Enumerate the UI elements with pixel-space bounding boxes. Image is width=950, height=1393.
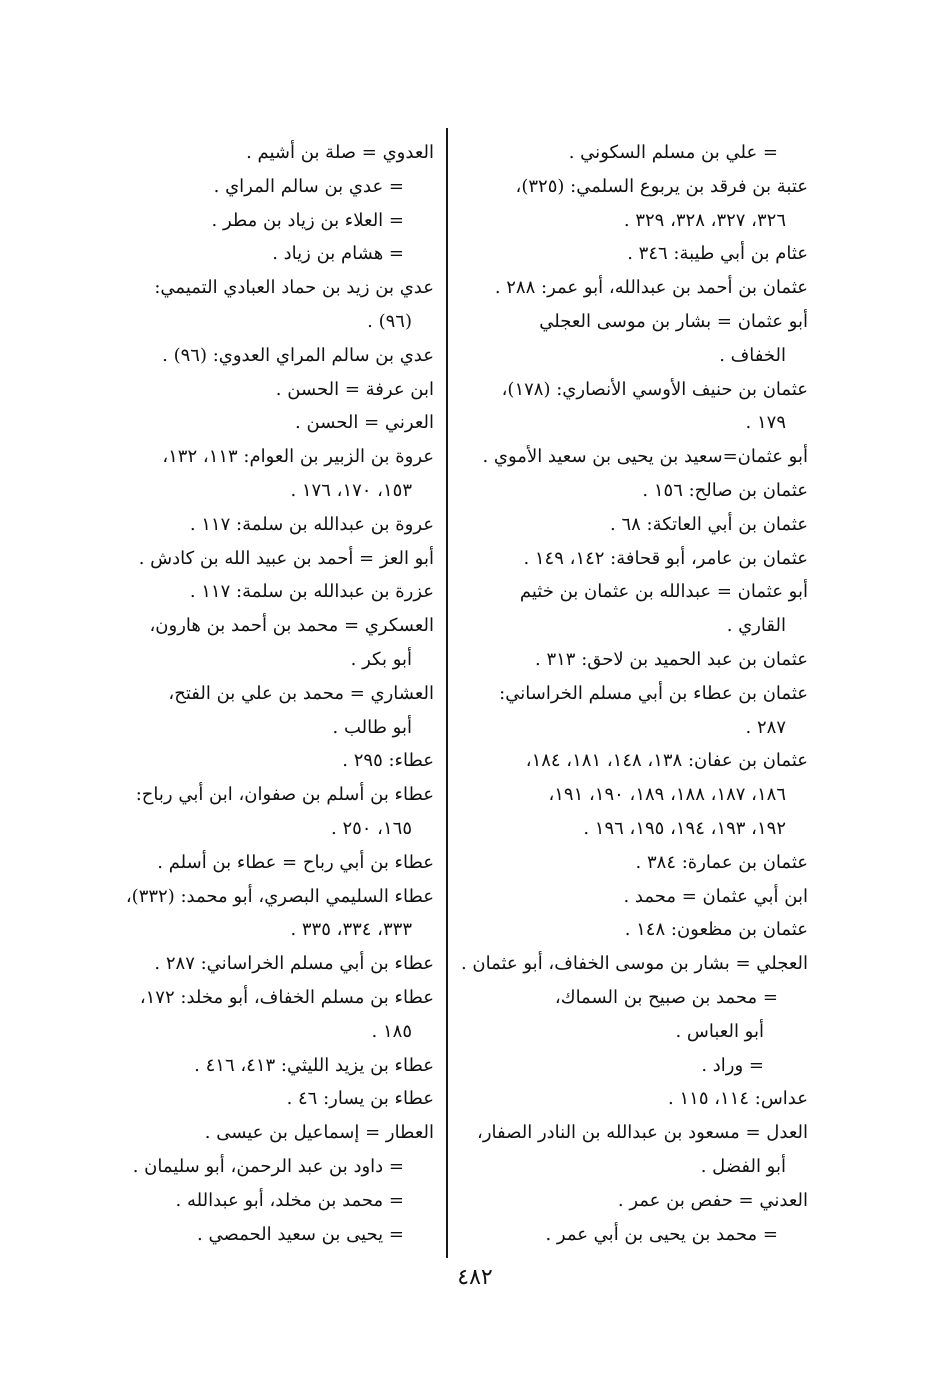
index-entry: = محمد بن يحيى بن أبي عمر . [545,1223,778,1245]
index-entry: = وراد . [701,1054,764,1076]
index-entry: العشاري = محمد بن علي بن الفتح، [168,682,434,704]
index-entry: عثمان بن صالح: ١٥٦ . [642,479,808,501]
index-entry: عثمان بن عفان: ١٣٨، ١٤٨، ١٨١، ١٨٤، [525,750,808,772]
index-entry: عدي بن زيد بن حماد العبادي التميمي: [154,277,434,299]
index-entry: عزرة بن عبدالله بن سلمة: ١١٧ . [189,581,434,603]
index-entry: العدني = حفص بن عمر . [617,1189,808,1211]
index-entry: عثام بن أبي طيبة: ٣٤٦ . [627,243,808,265]
index-entry: = محمد بن مخلد، أبو عبدالله . [175,1189,404,1211]
index-entry: عطاء بن يسار: ٤٦ . [286,1088,434,1110]
index-entry: (٩٦) . [367,310,412,332]
index-entry: = هشام بن زياد . [272,243,404,265]
page-number: ٤٨٢ [457,1265,493,1290]
index-entry: عتبة بن فرقد بن يربوع السلمي: (٣٢٥)، [515,175,808,197]
index-entry: العرني = الحسن . [295,412,434,434]
index-entry: ٢٨٧ . [745,716,786,738]
index-entry: أبو عثمان=سعيد بن يحيى بن سعيد الأموي . [482,446,808,468]
index-entry: ١٧٩ . [745,412,786,434]
index-entry: ١٩٢، ١٩٣، ١٩٤، ١٩٥، ١٩٦ . [583,817,786,839]
index-entry: العجلي = بشار بن موسى الخفاف، أبو عثمان . [460,953,808,975]
index-entry: عداس: ١١٤، ١١٥ . [668,1088,808,1110]
index-entry: عطاء بن مسلم الخفاف، أبو مخلد: ١٧٢، [139,986,434,1008]
index-entry: عروة بن عبدالله بن سلمة: ١١٧ . [189,513,434,535]
index-entry: العطار = إسماعيل بن عيسى . [204,1122,434,1144]
index-entry: عطاء بن أبي رباح = عطاء بن أسلم . [157,851,434,873]
index-entry: أبو عثمان = عبدالله بن عثمان بن خثيم [519,581,808,603]
index-entry: = علي بن مسلم السكوني . [568,142,778,163]
index-entry: عثمان بن عطاء بن أبي مسلم الخراساني: [499,682,808,704]
index-entry: أبو بكر . [350,648,412,670]
index-entry: العدل = مسعود بن عبدالله بن النادر الصفار، [477,1122,808,1144]
index-entry: القاري . [726,615,786,637]
index-entry: عثمان بن أحمد بن عبدالله، أبو عمر: ٢٨٨ . [494,277,808,299]
index-entry: عثمان بن عامر، أبو قحافة: ١٤٢، ١٤٩ . [523,547,808,569]
index-entry: أبو طالب . [332,716,412,738]
index-column-right [462,136,808,1251]
index-entry: ١٨٥ . [371,1020,412,1042]
index-entry: عروة بن الزبير بن العوام: ١١٣، ١٣٢، [162,446,434,468]
index-entry: العسكري = محمد بن أحمد بن هارون، [149,615,434,637]
index-entry: عطاء: ٢٩٥ . [342,750,434,772]
index-entry: ١٦٥، ٢٥٠ . [330,817,412,839]
index-entry: الخفاف . [719,344,786,366]
index-entry: عثمان بن عمارة: ٣٨٤ . [635,851,808,873]
index-entry: ٣٢٦، ٣٢٧، ٣٢٨، ٣٢٩ . [623,209,786,231]
index-entry: ٣٣٣، ٣٣٤، ٣٣٥ . [290,919,412,941]
column-divider [446,128,448,1258]
index-entry: أبو عثمان = بشار بن موسى العجلي [539,310,808,332]
index-entry: أبو العز = أحمد بن عبيد الله بن كادش . [138,547,434,569]
index-entry: عثمان بن حنيف الأوسي الأنصاري: (١٧٨)، [501,378,808,400]
index-entry: عثمان بن أبي العاتكة: ٦٨ . [609,513,808,535]
index-entry: عدي بن سالم المراي العدوي: (٩٦) . [162,344,434,366]
index-entry: عطاء بن أبي مسلم الخراساني: ٢٨٧ . [154,953,434,975]
index-entry: عطاء بن يزيد الليثي: ٤١٣، ٤١٦ . [194,1054,434,1076]
index-entry: ابن أبي عثمان = محمد . [623,885,808,907]
index-entry: أبو العباس . [675,1020,764,1042]
index-entry: عطاء بن أسلم بن صفوان، ابن أبي رباح: [135,784,434,806]
index-entry: ١٥٣، ١٧٠، ١٧٦ . [290,479,412,501]
index-entry: ١٨٦، ١٨٧، ١٨٨، ١٨٩، ١٩٠، ١٩١، [548,784,786,806]
index-column-left [14,136,434,1251]
index-entry: = العلاء بن زياد بن مطر . [211,209,404,231]
index-entry: عثمان بن مظعون: ١٤٨ . [624,919,808,941]
index-entry: = داود بن عبد الرحمن، أبو سليمان . [132,1155,404,1177]
index-entry: ابن عرفة = الحسن . [275,378,434,400]
index-entry: = يحيى بن سعيد الحمصي . [197,1223,404,1245]
index-entry: عطاء السليمي البصري، أبو محمد: (٣٣٢)، [125,885,434,907]
index-entry: أبو الفضل . [700,1155,786,1177]
index-entry: عثمان بن عبد الحميد بن لاحق: ٣١٣ . [535,648,808,670]
index-entry: = محمد بن صبيح بن السماك، [554,986,778,1008]
index-entry: العدوي = صلة بن أشيم . [246,142,434,163]
index-entry: = عدي بن سالم المراي . [213,175,404,197]
